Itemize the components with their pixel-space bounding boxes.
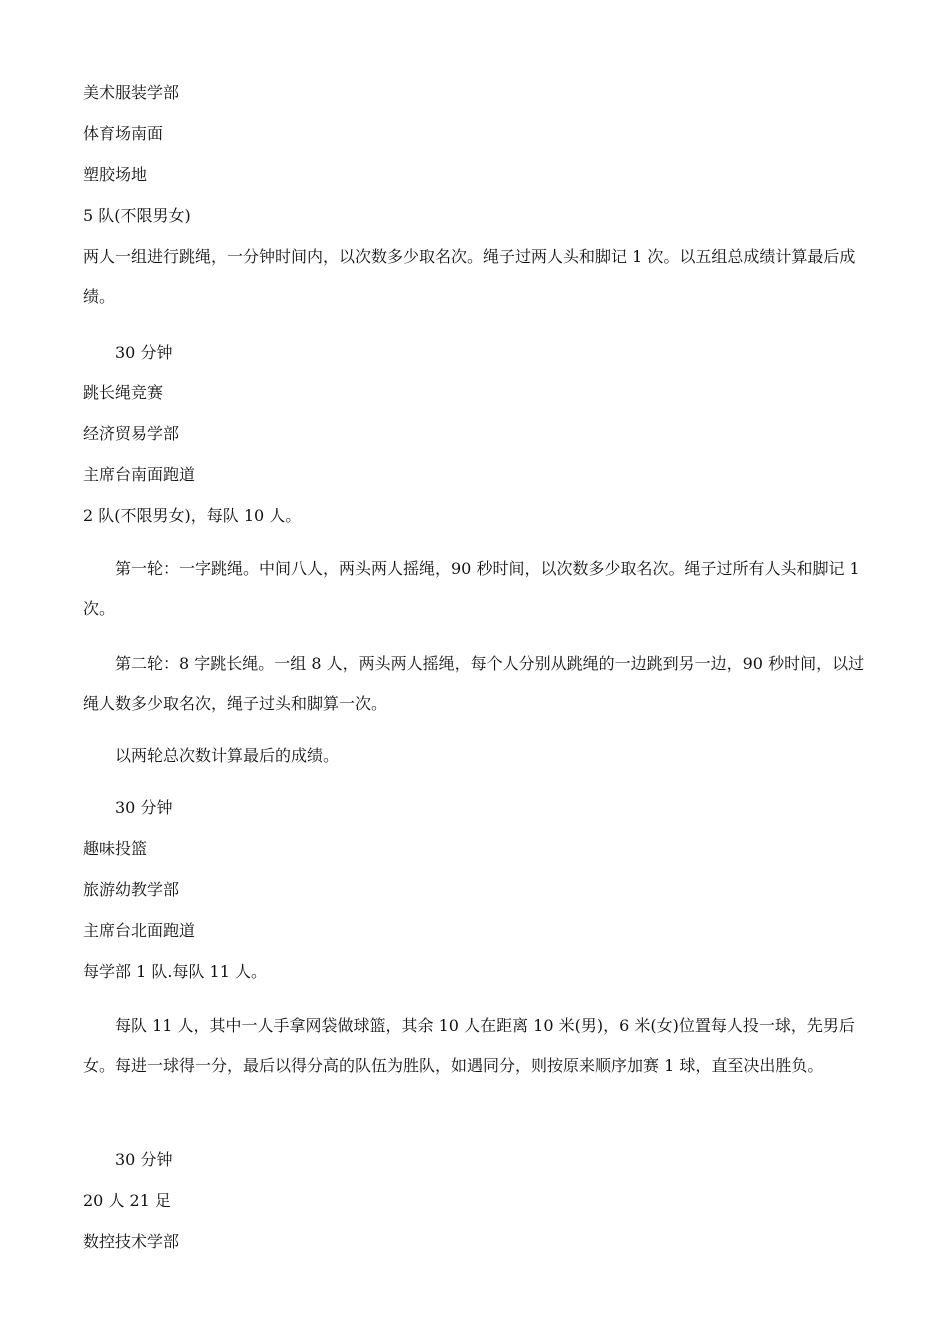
event-long-rope: 跳长绳竞赛 <box>83 383 164 402</box>
scoring-note: 以两轮总次数计算最后的成绩。 <box>115 746 340 765</box>
basketball-rules: 每队 11 人，其中一人手拿网袋做球篮，其余 10 人在距离 10 米(男)，6 米(女)位置每人投一球，先男后女。每进一球得一分，最后以得分高的队伍为胜队，如遇同分，则按原来顺序加赛 1 球，直至决出胜负。 <box>83 1016 855 1075</box>
round-one-rules: 第一轮：一字跳绳。中间八人，两头两人摇绳，90 秒时间，以次数多少取名次。绳子过所有人头和脚记 1 次。 <box>83 559 860 618</box>
duration-1: 30 分钟 <box>115 343 173 362</box>
venue-plastic-field: 塑胶场地 <box>83 165 148 184</box>
teams-2: 2 队(不限男女)，每队 10 人。 <box>83 506 302 525</box>
duration-2: 30 分钟 <box>115 798 173 817</box>
dept-tourism-preschool: 旅游幼教学部 <box>83 880 180 899</box>
event-20-people-21-feet: 20 人 21 足 <box>83 1191 171 1210</box>
venue-rostrum-north-track: 主席台北面跑道 <box>83 921 196 940</box>
teams-per-dept: 每学部 1 队.每队 11 人。 <box>83 962 267 981</box>
event-fun-basketball: 趣味投篮 <box>83 839 148 858</box>
venue-stadium-south: 体育场南面 <box>83 124 164 143</box>
venue-rostrum-south-track: 主席台南面跑道 <box>83 465 196 484</box>
dept-art-fashion: 美术服装学部 <box>83 83 180 102</box>
rules-rope-skipping: 两人一组进行跳绳，一分钟时间内，以次数多少取名次。绳子过两人头和脚记 1 次。以五组总成绩计算最后成绩。 <box>83 247 856 306</box>
dept-cnc-technology: 数控技术学部 <box>83 1232 180 1251</box>
dept-economics-trade: 经济贸易学部 <box>83 424 180 443</box>
duration-3: 30 分钟 <box>115 1150 173 1169</box>
teams-5: 5 队(不限男女) <box>83 206 191 225</box>
round-two-rules: 第二轮：8 字跳长绳。一组 8 人，两头两人摇绳，每个人分别从跳绳的一边跳到另一边，90 秒时间，以过绳人数多少取名次，绳子过头和脚算一次。 <box>83 654 865 713</box>
